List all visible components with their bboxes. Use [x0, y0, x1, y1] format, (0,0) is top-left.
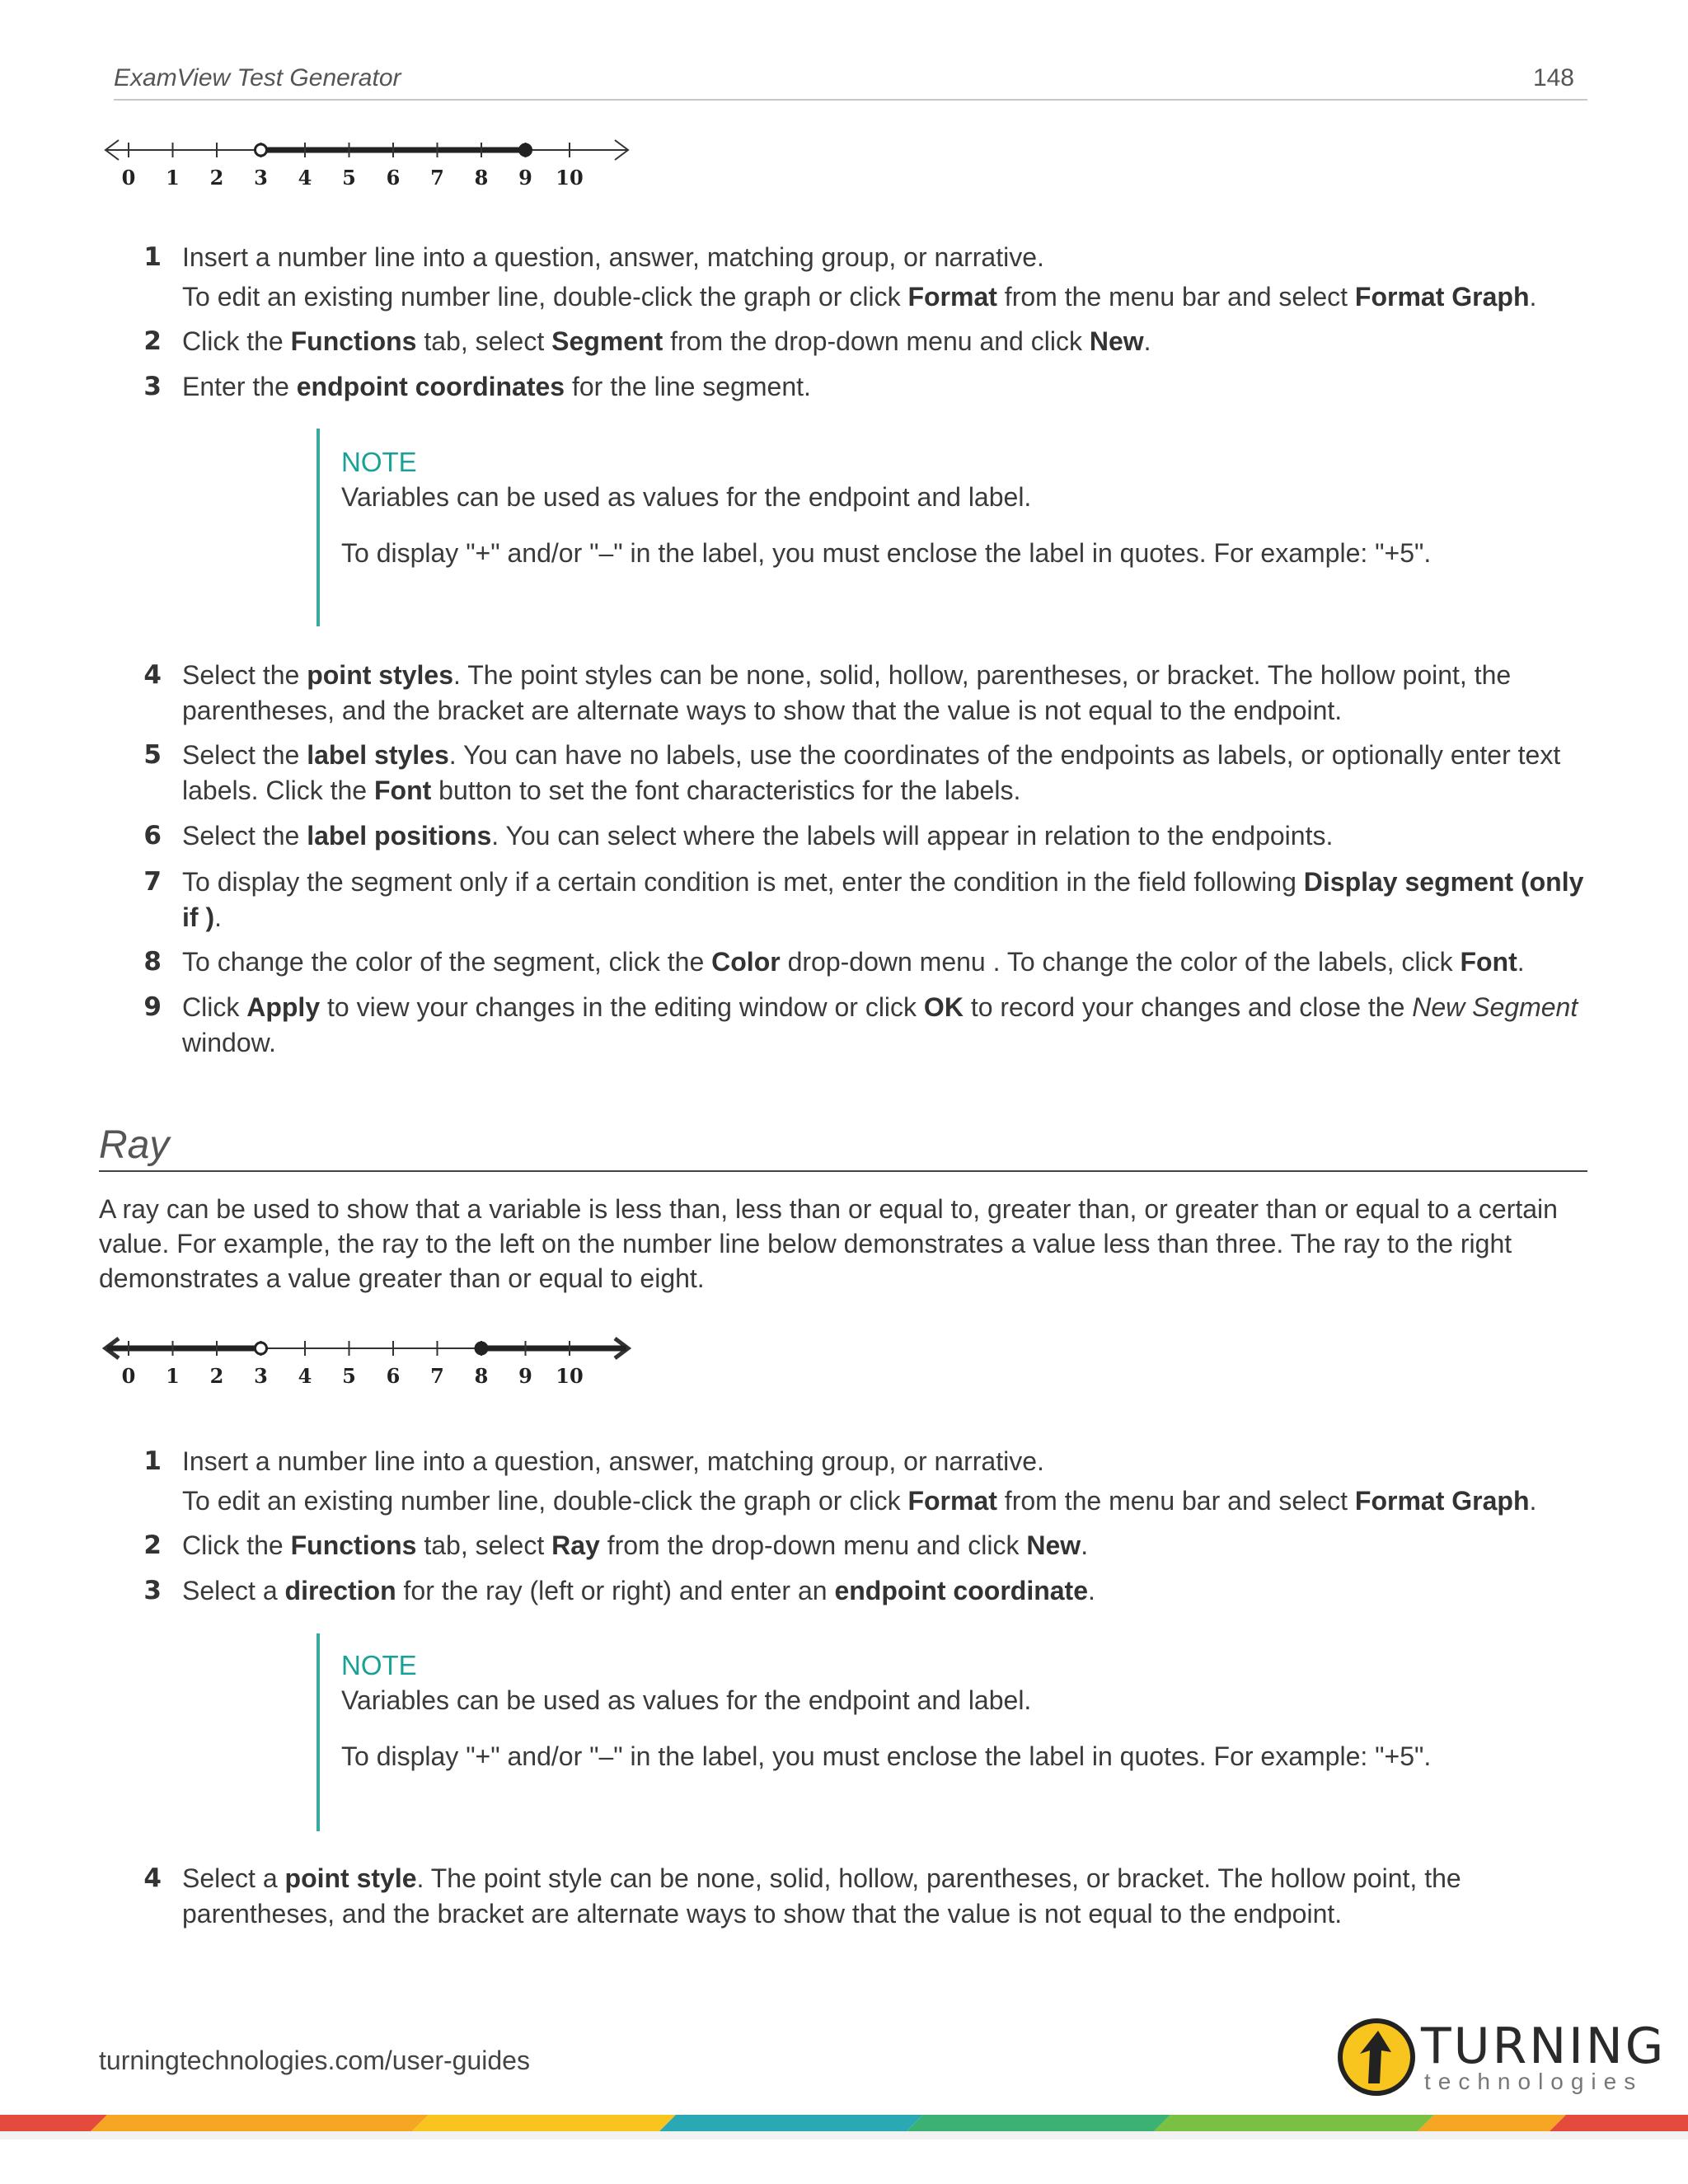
ray-note-box [316, 1633, 1578, 1831]
tick-label: 0 [121, 166, 136, 190]
section-title-ray: Ray [99, 1123, 170, 1167]
note-box [316, 429, 1578, 626]
number-line-ray [101, 1330, 645, 1393]
note-text-2: To display "+" and/or "–" in the label, you must enclose the label in quotes. For example: "+5". [341, 1741, 1432, 1771]
tick-label: 9 [518, 166, 532, 190]
tick-label: 3 [254, 1364, 268, 1388]
tick-label: 3 [254, 166, 268, 190]
tick-label: 5 [342, 1364, 356, 1388]
tick-label: 10 [556, 1364, 584, 1388]
tick-label: 6 [386, 166, 401, 190]
tick-label: 4 [298, 166, 312, 190]
logo-sub: technologies [1424, 2069, 1643, 2094]
note-title: NOTE [341, 447, 417, 477]
footer-url[interactable]: turningtechnologies.com/user-guides [99, 2046, 530, 2075]
tick-label: 7 [430, 1364, 444, 1388]
tick-label: 2 [209, 166, 224, 190]
turning-technologies-logo [1337, 2018, 1667, 2100]
number-line-segment [101, 132, 645, 194]
note-title: NOTE [341, 1650, 417, 1680]
logo-arrow-icon [1337, 2018, 1416, 2097]
solid-point [476, 1343, 487, 1354]
logo-main: TURNING [1421, 2018, 1667, 2075]
tick-label: 1 [166, 166, 180, 190]
tick-label: 2 [209, 1364, 224, 1388]
solid-point [520, 144, 532, 156]
hollow-point [256, 1343, 267, 1354]
section-divider [99, 1170, 1587, 1172]
ray-description: A ray can be used to show that a variable is less than, less than or equal to, greater than, or greater than or equal to a certain value. For example, the ray to the left on the number line below demonstrates a value less than three. The ray to the right demonstrates a value greater than or equal to eight. [99, 1194, 1558, 1293]
note-text-2: To display "+" and/or "–" in the label, you must enclose the label in quotes. For example: "+5". [341, 538, 1432, 568]
footer-color-stripe [0, 2115, 1688, 2139]
note-text-1: Variables can be used as values for the endpoint and label. [341, 482, 1032, 512]
tick-label: 7 [430, 166, 444, 190]
tick-label: 1 [166, 1364, 180, 1388]
tick-label: 5 [342, 166, 356, 190]
page-number: 148 [1532, 64, 1574, 91]
tick-label: 8 [474, 166, 489, 190]
header-title: ExamView Test Generator [114, 64, 401, 91]
tick-label: 9 [518, 1364, 532, 1388]
tick-label: 0 [121, 1364, 136, 1388]
tick-label: 8 [474, 1364, 489, 1388]
tick-label: 6 [386, 1364, 401, 1388]
note-text-1: Variables can be used as values for the endpoint and label. [341, 1685, 1032, 1715]
tick-label: 10 [556, 166, 584, 190]
page-header [114, 64, 1587, 101]
tick-label: 4 [298, 1364, 312, 1388]
hollow-point [256, 144, 267, 156]
